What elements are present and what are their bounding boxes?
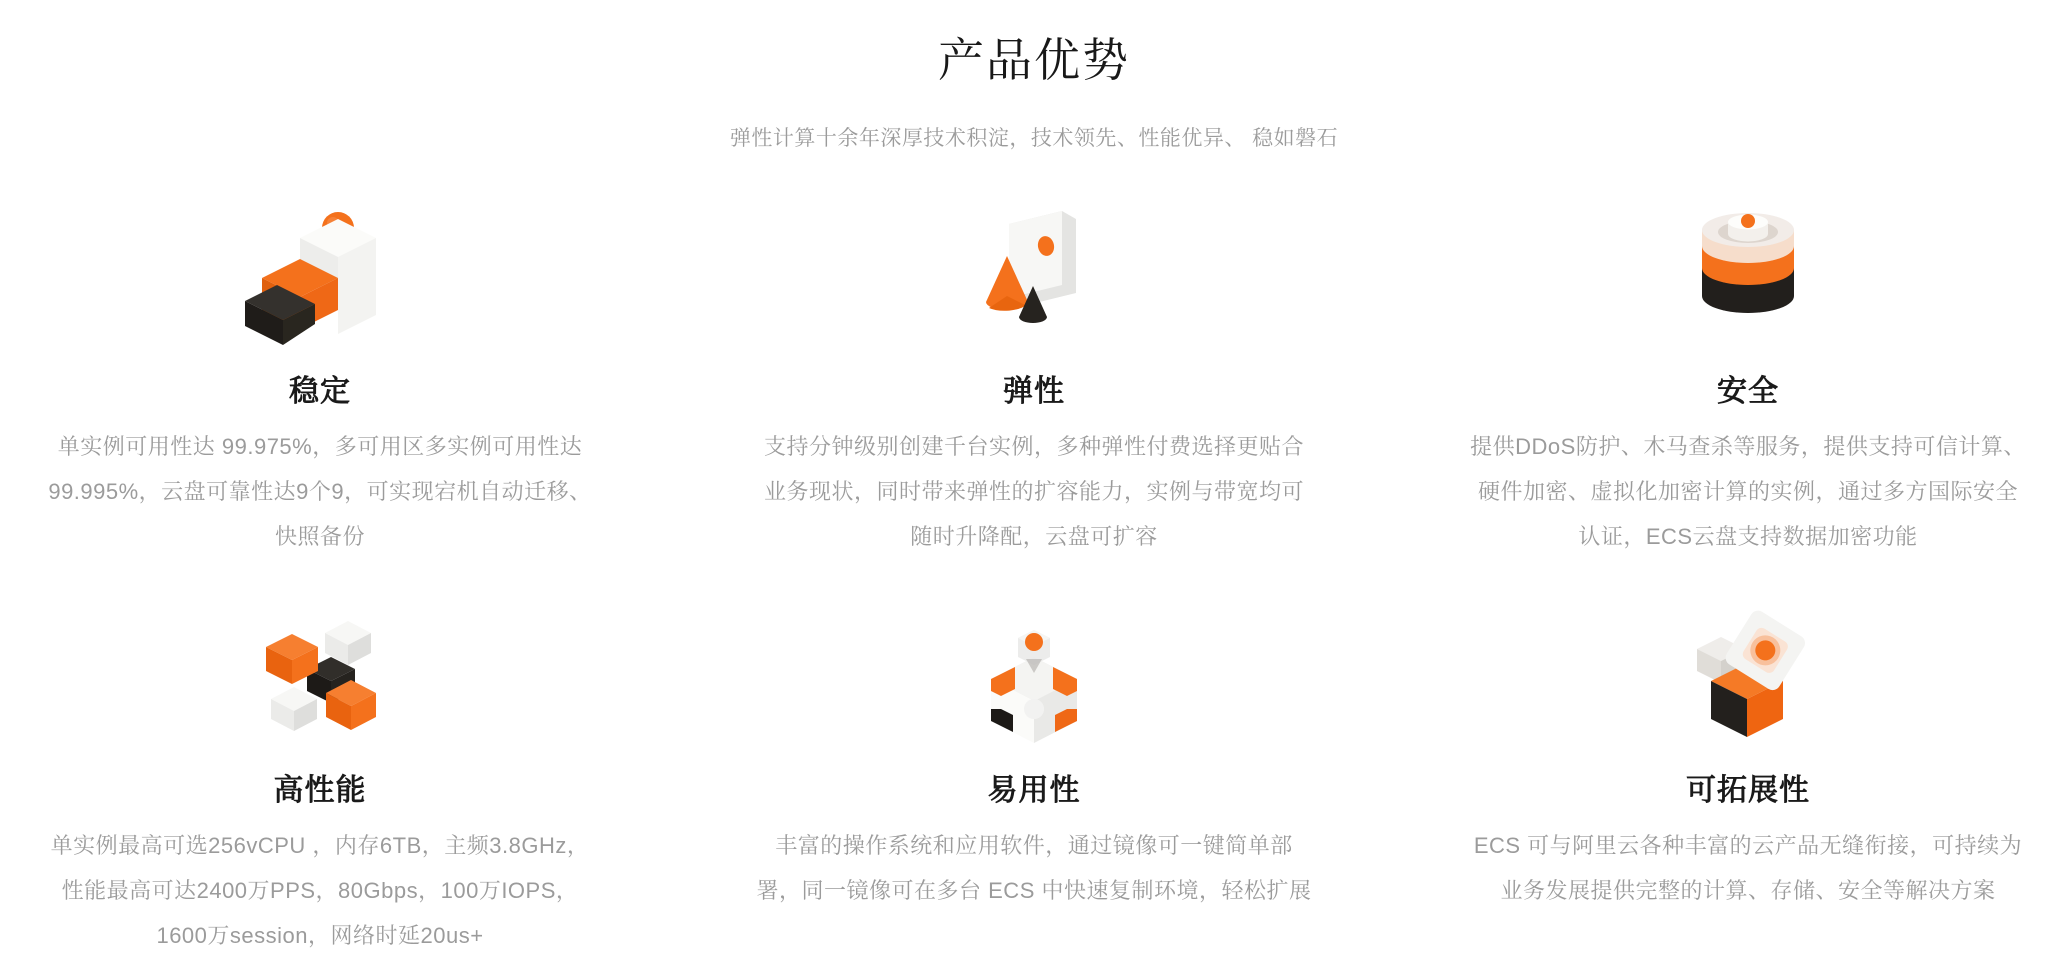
feature-title: 高性能 xyxy=(273,774,367,807)
performance-3d-cubes-icon xyxy=(28,593,612,751)
feature-card-usability xyxy=(742,593,1326,958)
feature-title: 安全 xyxy=(1717,375,1779,408)
feature-card-stability xyxy=(28,194,612,559)
feature-title: 易用性 xyxy=(987,774,1081,807)
extensibility-3d-cube-panel-icon-card xyxy=(1456,593,2040,958)
section-subtitle: 弹性计算十余年深厚技术积淀，技术领先、性能优异、 稳如磐石 xyxy=(729,127,1339,150)
feature-title: 可拓展性 xyxy=(1686,774,1810,807)
feature-description: 支持分钟级别创建千台实例，多种弹性付费选择更贴合业务现状，同时带来弹性的扩容能力，实例与带宽均可随时升降配，云盘可扩容 xyxy=(763,434,1304,549)
usability-3d-hexcube-icon xyxy=(742,593,1326,751)
feature-description: 提供DDoS防护、木马查杀等服务，提供支持可信计算、硬件加密、虚拟化加密计算的实例，通过多方国际安全认证，ECS云盘支持数据加密功能 xyxy=(1470,434,2026,549)
feature-description: 单实例最高可选256vCPU ，内存6TB，主频3.8GHz，性能最高可达2400万PPS，80Gbps，100万IOPS，1600万session，网络时延20us+ xyxy=(50,833,590,948)
features-grid xyxy=(0,194,2068,958)
page-title: 产品优势 xyxy=(938,34,1130,86)
feature-title: 弹性 xyxy=(1003,375,1065,408)
feature-card-performance xyxy=(28,593,612,958)
security-3d-cylinder-icon xyxy=(1456,194,2040,352)
feature-card-security xyxy=(1456,194,2040,559)
stability-3d-stairs-icon xyxy=(28,194,612,352)
extensibility-3d-cube-panel-icon xyxy=(1456,593,2040,751)
feature-description: ECS 可与阿里云各种丰富的云产品无缝衔接，可持续为业务发展提供完整的计算、存储、安全等解决方案 xyxy=(1473,833,2023,903)
elasticity-3d-cones-panel-icon xyxy=(742,194,1326,352)
feature-description: 丰富的操作系统和应用软件，通过镜像可一键简单部署，同一镜像可在多台 ECS 中快速复制环境，轻松扩展 xyxy=(756,833,1312,903)
feature-title: 稳定 xyxy=(289,375,351,408)
feature-description: 单实例可用性达 99.975%，多可用区多实例可用性达 99.995%，云盘可靠性达9个9，可实现宕机自动迁移、快照备份 xyxy=(48,434,592,549)
feature-card-elasticity xyxy=(742,194,1326,559)
